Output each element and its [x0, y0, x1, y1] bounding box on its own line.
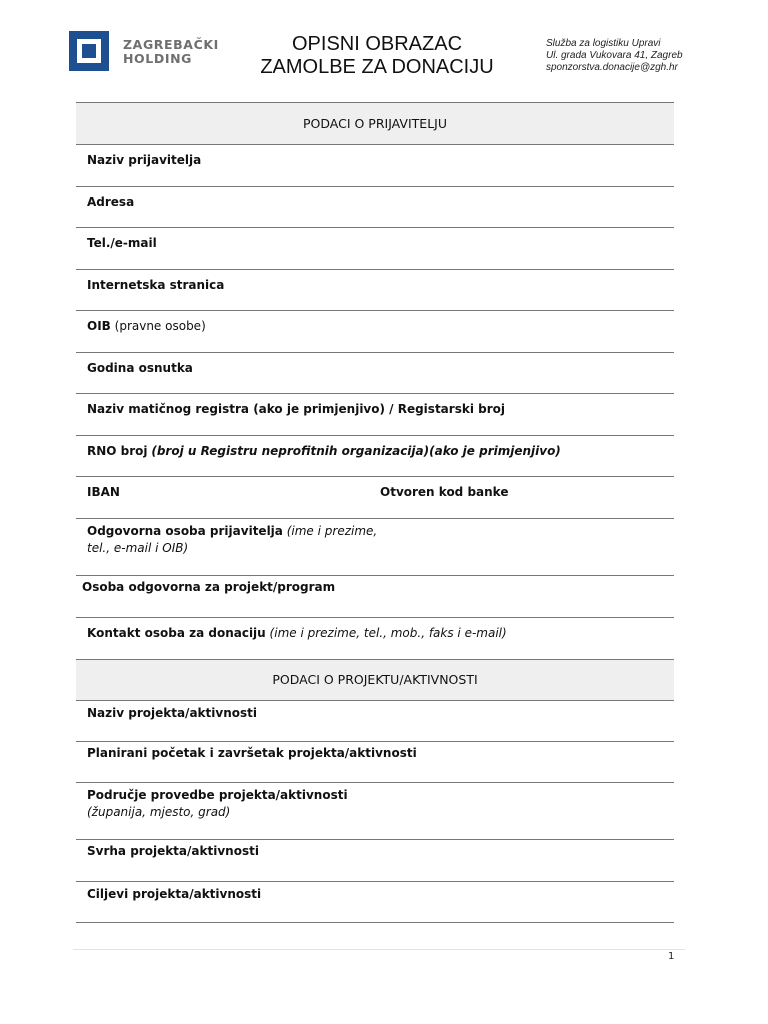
company-logo [69, 31, 109, 71]
field-label: Naziv matičnog registra (ako je primjenjivo) / Registarski broj [87, 402, 505, 416]
field-phone-email[interactable] [76, 228, 674, 270]
contact-address: Ul. grada Vukovara 41, Zagreb [546, 50, 683, 61]
field-label: Planirani početak i završetak projekta/aktivnosti [87, 746, 417, 760]
field-hint: (ime i prezime, tel., mob., faks i e-mail) [269, 626, 507, 640]
field-label: RNO broj [87, 444, 148, 458]
field-project-person[interactable] [76, 576, 674, 618]
field-applicant-name[interactable] [76, 145, 674, 187]
section-project-header: PODACI O PROJEKTU/AKTIVNOSTI [76, 659, 674, 701]
field-label: Područje provedbe projekta/aktivnosti [87, 788, 348, 802]
field-label-bank: Otvoren kod banke [380, 485, 509, 499]
field-label: Tel./e-mail [87, 236, 157, 250]
field-hint-1: (ime i prezime, [286, 524, 378, 538]
field-project-area[interactable] [76, 783, 674, 840]
field-label: Kontakt osoba za donaciju [87, 626, 266, 640]
field-label: Naziv prijavitelja [87, 153, 202, 167]
field-label: Osoba odgovorna za projekt/program [82, 580, 336, 594]
field-contact-person[interactable] [76, 618, 674, 659]
field-label: Odgovorna osoba prijavitelja [87, 524, 283, 538]
field-hint: (broj u Registru neprofitnih organizacija)(ako je primjenjivo) [151, 444, 561, 458]
field-address[interactable] [76, 187, 674, 228]
field-label: Ciljevi projekta/aktivnosti [87, 887, 262, 901]
field-project-purpose[interactable] [76, 840, 674, 882]
field-iban-row[interactable] [76, 477, 674, 519]
field-label: Naziv projekta/aktivnosti [87, 706, 257, 720]
contact-department: Služba za logistiku Upravi [546, 38, 661, 49]
form-title [247, 33, 507, 79]
field-label: OIB [87, 319, 111, 333]
field-oib[interactable] [76, 311, 674, 353]
field-label: Svrha projekta/aktivnosti [87, 844, 259, 858]
field-project-dates[interactable] [76, 742, 674, 783]
field-hint-2: tel., e-mail i OIB) [87, 541, 189, 555]
logo-line2: HOLDING [123, 51, 193, 66]
field-responsible-person[interactable] [76, 519, 674, 576]
logo-line1: ZAGREBAČKI [123, 37, 219, 52]
field-label: Adresa [87, 195, 135, 209]
field-founding-year[interactable] [76, 353, 674, 394]
field-project-goals[interactable] [76, 882, 674, 923]
donation-form [76, 102, 674, 923]
field-label: Godina osnutka [87, 361, 193, 375]
footer-divider [73, 949, 685, 950]
contact-block [546, 38, 683, 74]
title-line1: OPISNI OBRAZAC [291, 33, 463, 55]
field-hint: (županija, mjesto, grad) [87, 805, 231, 819]
field-project-name[interactable] [76, 701, 674, 742]
field-hint: (pravne osobe) [114, 319, 206, 333]
logo-square [82, 44, 96, 58]
page-number: 1 [668, 951, 675, 962]
section-applicant-header: PODACI O PRIJAVITELJU [76, 102, 674, 145]
field-website[interactable] [76, 270, 674, 311]
field-registry[interactable] [76, 394, 674, 436]
field-label: Internetska stranica [87, 278, 225, 292]
contact-email: sponzorstva.donacije@zgh.hr [546, 62, 678, 73]
field-label-iban: IBAN [87, 485, 120, 499]
title-line2: ZAMOLBE ZA DONACIJU [260, 56, 494, 78]
field-rno[interactable] [76, 436, 674, 477]
logo-wordmark [123, 38, 219, 66]
